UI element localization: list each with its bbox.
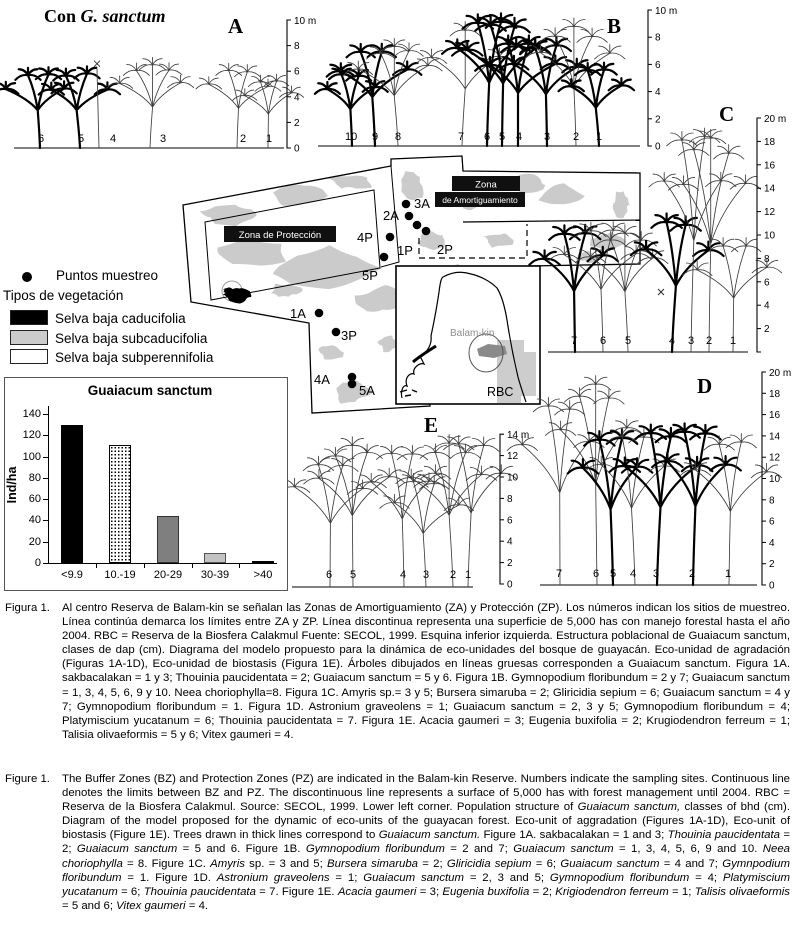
species-name: Platymiscium yucatanum xyxy=(62,871,790,898)
bar-20-29 xyxy=(157,516,179,563)
sampling-point-label-2A: 2A xyxy=(383,208,399,223)
sampling-point-4P xyxy=(386,233,395,242)
sampling-point-5P xyxy=(380,253,389,262)
scale-tick-label: 2 xyxy=(655,114,661,126)
tree-number: 5 xyxy=(78,133,85,145)
caption-english-text xyxy=(62,772,790,913)
tree-number: 6 xyxy=(38,133,45,145)
scale-tick-label: 0 xyxy=(769,580,775,592)
species-name: Bursera simaruba xyxy=(327,857,418,870)
panel-letter-e: E xyxy=(424,413,439,437)
scale-tick-label: 10 xyxy=(769,474,781,485)
sampling-point-label-5A: 5A xyxy=(359,383,375,398)
y-tick-label: 100 xyxy=(22,450,41,463)
tree-number: 6 xyxy=(593,568,600,580)
tree-number: 7 xyxy=(556,568,563,580)
x-tick xyxy=(239,564,240,568)
species-name: Gymnpodium floribundum xyxy=(62,857,790,884)
tree xyxy=(396,435,497,588)
caption-text-run: = 6; xyxy=(531,857,561,870)
vegetation-patch xyxy=(217,241,286,266)
sampling-point-label-2P: 2P xyxy=(437,242,453,257)
panel-a-title-species: G. sanctum xyxy=(80,6,166,26)
tree-number: 2 xyxy=(706,335,713,347)
panel-letter-b: B xyxy=(607,14,622,38)
y-tick-label: 60 xyxy=(28,493,41,506)
scale-tick-label: 16 xyxy=(769,410,781,422)
species-name: Talisis olivaeformis xyxy=(694,885,790,898)
tree-number: 8 xyxy=(395,131,402,143)
tree-number: 10 xyxy=(345,131,358,143)
tree-number: 4 xyxy=(110,133,117,145)
caption-text-run: = 1. Figure 1D. xyxy=(121,871,217,884)
vegetation-patch xyxy=(200,205,257,227)
scale-tick-label: 8 xyxy=(294,41,300,53)
scale-tick-label: 8 xyxy=(769,495,775,507)
sampling-point-label-1P: 1P xyxy=(397,243,413,258)
x-tick xyxy=(192,564,193,568)
bar-<9.9 xyxy=(61,425,83,563)
x-mark xyxy=(94,61,100,67)
tree-number: 1 xyxy=(725,568,732,580)
guaiacum-tree xyxy=(499,37,591,146)
bar->40 xyxy=(252,561,274,563)
tree-number: 2 xyxy=(689,568,696,580)
scale-tick-label: 18 xyxy=(764,136,776,148)
scale-tick-label: 6 xyxy=(507,515,513,527)
caption-text-run: = 5 and 6. Figure 1B. xyxy=(177,843,306,856)
x-axis xyxy=(48,563,277,564)
eco-unit-panel-c xyxy=(529,102,786,352)
eco-unit-panel-b xyxy=(315,6,677,153)
buffer-zone-label-2: de Amortiguamiento xyxy=(442,195,518,205)
sampling-point-3A xyxy=(402,200,411,209)
tree-number: 6 xyxy=(326,569,333,581)
scale-tick-label: 10 xyxy=(764,230,776,242)
scale-tick-label: 6 xyxy=(294,66,300,78)
scale-tick-label: 16 xyxy=(764,160,776,172)
y-tick-label: 0 xyxy=(34,557,41,569)
sampling-point-label-3A: 3A xyxy=(414,196,430,211)
tree-number: 4 xyxy=(400,569,407,581)
tree-number: 3 xyxy=(653,568,660,580)
vegetation-patch xyxy=(328,176,372,189)
category-label: 30-39 xyxy=(200,569,230,581)
height-scale xyxy=(648,10,652,146)
scale-tick-label: 12 xyxy=(764,207,776,219)
species-name: Guaiacum sanctum xyxy=(363,871,464,884)
category-label: <9.9 xyxy=(61,569,83,581)
species-name: Guaiacum sanctum xyxy=(560,857,660,870)
legend-item-label: Selva baja subcaducifolia xyxy=(55,330,208,346)
scale-tick-label: 8 xyxy=(655,32,661,44)
population-structure-chart xyxy=(4,377,288,591)
y-tick xyxy=(43,457,48,458)
caption-text-run: Figure 1A. sakbacalakan = 1 and 3; xyxy=(480,829,668,842)
caption-text-run: = 5 and 6; xyxy=(62,899,117,912)
sampling-point-5A xyxy=(348,380,357,389)
species-name: Amyris xyxy=(210,857,245,870)
tree-number: 2 xyxy=(573,131,580,143)
scale-tick-label: 2 xyxy=(764,324,770,336)
caption-text-run: The Buffer Zones (BZ) and Protection Zones (PZ) are indicated in the Balam-kin Reserve. Numbers indicate the sampling sites. Continuous line denotes the limits between BZ and PZ. The discontinuous line represents a surface of 5,000 has with forest management until 2004. RBC = Reserva de la Biosfera Calakmul. Source: SECOL, 1999. Lower left corner. Population structure of xyxy=(62,773,790,814)
inset-balamkin-label: Balam-kin xyxy=(450,328,495,339)
y-tick xyxy=(43,478,48,479)
tree-number: 5 xyxy=(610,568,617,580)
tree xyxy=(507,397,604,585)
species-name: Acacia gaumeri xyxy=(337,885,417,898)
scale-tick-label: 6 xyxy=(769,516,775,528)
species-name: Astronium graveolens xyxy=(216,871,330,884)
species-name: Guaiacum sanctum xyxy=(76,843,178,856)
tree-number: 5 xyxy=(499,131,506,143)
caption-text-run: = 8. Figure 1C. xyxy=(122,857,211,870)
legend-item-label: Selva baja caducifolia xyxy=(55,311,186,326)
y-tick-label: 40 xyxy=(28,514,41,527)
scale-tick-label: 6 xyxy=(764,277,770,289)
tree-number: 7 xyxy=(458,131,465,143)
species-name: Gymnopodium floribundum xyxy=(305,843,445,856)
vegetation-patch xyxy=(318,345,344,359)
tree xyxy=(107,57,194,148)
tree xyxy=(420,435,516,587)
legend-swatch xyxy=(10,310,48,325)
tree-number: 4 xyxy=(630,568,637,580)
tree-number: 2 xyxy=(450,569,457,581)
tree-number: 3 xyxy=(544,131,551,143)
sampling-point-label-5P: 5P xyxy=(362,268,378,283)
species-name: Thouinia paucidentata xyxy=(667,829,780,842)
tree xyxy=(356,445,444,587)
caption-text-run: = 3; xyxy=(416,885,443,898)
species-name: Eugenia buxifolia xyxy=(442,885,530,898)
tree-number: 7 xyxy=(571,335,578,347)
species-name: Gliricidia sepium xyxy=(446,857,532,870)
sampling-point-1A xyxy=(315,309,324,318)
category-label: 20-29 xyxy=(153,569,183,581)
sampling-point-2A xyxy=(405,212,414,221)
height-scale xyxy=(287,20,291,148)
species-name: Neea choriophylla xyxy=(62,843,790,870)
vegetation-patch xyxy=(483,233,513,247)
species-name: Guaiacum sanctum xyxy=(513,843,614,856)
vegetation-patch xyxy=(378,336,399,353)
scale-tick-label: 0 xyxy=(507,579,513,591)
scale-tick-label: 12 xyxy=(507,451,519,463)
caption-spanish-text: Al centro Reserva de Balam-kin se señalan las Zonas de Amortiguamiento (ZA) y Protección (ZP). Los números indican los sitios de muestreo. Línea continúa demarca los límites entre ZA y ZP. Línea discontinua representa una superficie de 5,000 has con manejo forestal hasta el año 2004. RBC = Reserva de la Biosfera Calakmul Fuente: SECOL, 1999. Esquina inferior izquierda. Estructura poblacional de Guaiacum sanctum, clases de dap (cm). Diagrama del modelo propuesto para la dinámica de eco-unidades del bosque de guayacán. Eco-unidad de agradación (Figuras 1A-1D), Eco-unidad de biostasis (Figura 1E). Árboles dibujados en líneas gruesas corresponden a Guaiacum sanctum. Figura 1A. sakbacalakan = 1 y 3; Thouinia paucidentata = 2; Guaiacum sanctum = 5 y 6. Figura 1B. Gymnopodium floribundum = 2 y 7; Guaiacum sanctum = 1, 3, 4, 5, 6, 9 y 10. Neea choriophylla=8. Figura 1C. Amyris sp.= 3 y 5; Bursera simaruba = 2; Gliricidia sepium = 6; Guaiacum sanctum = 4 y 7; Gymnopodium floribundum = 1. Figura 1D. Astronium graveolens = 1; Guaiacum sanctum = 2, 3 y 5; Gymnopodium floribundum = 4; Platymiscium yucatanum = 6; Thouinia paucidentata = 7. Figura 1E. Acacia gaumeri = 3; Eugenia buxifolia = 2; Krugiodendron ferreum = 1; Talisia olivaeformis = 5 y 6; Vitex gaumeri = 4. xyxy=(62,602,790,741)
chart-title: Guaiacum sanctum xyxy=(87,383,213,398)
caption-text-run: sp. = 3 and 5; xyxy=(244,857,328,870)
panel-letter-d: D xyxy=(697,374,713,398)
species-name: Krigiodendron ferreum xyxy=(555,885,669,898)
y-tick xyxy=(43,435,48,436)
scale-tick-label: 0 xyxy=(655,141,661,153)
guaiacum-tree xyxy=(652,423,741,585)
scale-tick-label: 4 xyxy=(769,537,775,549)
x-tick xyxy=(144,564,145,568)
panel-a-title-prefix: Con xyxy=(44,6,81,26)
vegetation-patch xyxy=(613,191,630,218)
panel-a-title xyxy=(44,6,166,27)
x-tick xyxy=(96,564,97,568)
tree-number: 3 xyxy=(160,133,167,145)
caption-text-run: = 2 and 7; xyxy=(444,843,514,856)
caption-text-run: = 1; xyxy=(668,885,695,898)
scale-tick-label: 12 xyxy=(769,452,781,464)
inset-rbc-label: RBC xyxy=(487,385,514,399)
chart-y-axis-label: Ind/ha xyxy=(5,466,19,504)
scale-tick-label: 6 xyxy=(655,59,661,71)
buffer-zone-label-1: Zona xyxy=(475,179,497,191)
scale-tick-label: 2 xyxy=(507,558,513,570)
tree-number: 5 xyxy=(625,335,632,347)
tree-number: 1 xyxy=(730,335,737,347)
vegetation-types-title: Tipos de vegetación xyxy=(3,288,124,303)
caption-text-run: = 2, 3 and 5; xyxy=(464,871,550,884)
caption-text-run: = 6; xyxy=(117,885,144,898)
scale-max-label: 20 m xyxy=(764,114,787,125)
sampling-point-3P xyxy=(332,328,341,337)
caption-text-run: = 1; xyxy=(329,871,364,884)
caption-text-run: classes of bhd (cm). Diagram of the model proposed for the dynamic of eco-units of the guayacan forest. Eco-unit of aggradation (Figures 1A-1D), Eco-unit of biostasis (Figure 1E). Trees drawn in thick lines correspond to xyxy=(62,801,790,842)
tree-number: 1 xyxy=(596,131,603,143)
y-tick xyxy=(43,563,48,564)
y-tick xyxy=(43,542,48,543)
caption-text-run: = 4; xyxy=(689,871,723,884)
scale-tick-label: 8 xyxy=(507,493,513,505)
tree-number: 9 xyxy=(372,131,379,143)
scale-tick-label: 8 xyxy=(764,253,770,265)
species-name: Guaiacum sanctum. xyxy=(378,829,481,842)
eco-unit-panel-a xyxy=(0,14,316,155)
caption-english xyxy=(5,772,790,913)
caption-text-run: = 1, 3, 4, 5, 6, 9 and 10. xyxy=(613,843,763,856)
y-tick-label: 120 xyxy=(22,429,41,442)
scale-max-label: 10 m xyxy=(294,16,317,27)
scale-max-label: 10 m xyxy=(655,6,678,17)
eco-unit-panel-d xyxy=(507,368,791,592)
tree-number: 6 xyxy=(600,335,607,347)
scale-tick-label: 2 xyxy=(294,117,300,129)
species-name: Vitex gaumeri xyxy=(116,899,186,912)
caption-spanish-label: Figura 1. xyxy=(5,602,50,614)
y-tick xyxy=(43,499,48,500)
scale-tick-label: 14 xyxy=(764,183,776,195)
scale-tick-label: 0 xyxy=(294,143,300,155)
scale-tick-label: 14 xyxy=(769,431,781,443)
snag-tree xyxy=(97,69,99,148)
scale-max-label: 14 m xyxy=(507,430,530,442)
sampling-point-label-3P: 3P xyxy=(341,328,357,343)
y-tick-label: 140 xyxy=(22,408,41,420)
sampling-point-icon xyxy=(22,272,32,282)
y-tick-label: 20 xyxy=(28,535,41,548)
species-name: Guaiacum sanctum, xyxy=(577,801,681,814)
caption-text-run: = 2; xyxy=(62,829,790,856)
caption-text-run: = 4. xyxy=(185,899,209,912)
y-axis xyxy=(48,406,49,564)
vegetation-patch xyxy=(273,185,328,206)
legend-swatch xyxy=(10,349,48,364)
caption-text-run: = 2; xyxy=(418,857,447,870)
legend-swatch xyxy=(10,330,48,345)
sampling-points-label: Puntos muestreo xyxy=(56,268,159,283)
caption-text-run: = 2; xyxy=(529,885,556,898)
vegetation-patch xyxy=(538,183,585,204)
tree xyxy=(279,456,377,587)
scale-tick-label: 2 xyxy=(769,559,775,571)
tree-number: 2 xyxy=(240,133,247,145)
x-mark xyxy=(658,289,664,295)
scale-tick-label: 4 xyxy=(655,87,661,99)
tree-number: 1 xyxy=(465,569,472,581)
scale-tick-label: 4 xyxy=(507,536,513,548)
y-tick xyxy=(43,520,48,521)
scale-tick-label: 18 xyxy=(769,388,781,400)
scale-tick-label: 10 xyxy=(507,472,519,484)
tree xyxy=(586,428,679,585)
tree-number: 6 xyxy=(484,131,491,143)
caption-text-run: = 7. Figure 1E. xyxy=(255,885,338,898)
eco-unit-panel-e xyxy=(279,413,529,591)
sampling-point-label-4P: 4P xyxy=(357,230,373,245)
scale-tick-label: 4 xyxy=(764,300,770,312)
caption-english-label: Figure 1. xyxy=(5,773,50,785)
tree-number: 3 xyxy=(423,569,430,581)
scale-max-label: 20 m xyxy=(769,368,792,379)
tree-number: 5 xyxy=(350,569,357,581)
species-name: Gymnopodium floribundum xyxy=(549,871,690,884)
y-tick xyxy=(43,414,48,415)
bar-10.-19 xyxy=(109,445,131,563)
scale-tick-label: 4 xyxy=(294,92,300,104)
caption-text-run: = 4 and 7; xyxy=(659,857,723,870)
tree-number: 4 xyxy=(516,131,523,143)
tree-number: 4 xyxy=(669,335,676,347)
sampling-point-label-1A: 1A xyxy=(290,306,306,321)
height-scale xyxy=(500,434,504,584)
category-label: 10.-19 xyxy=(104,569,136,581)
legend-item-label: Selva baja subperennifolia xyxy=(55,350,214,365)
panel-letter-c: C xyxy=(719,102,735,126)
sampling-point-label-4A: 4A xyxy=(314,372,330,387)
inset-location-map xyxy=(396,266,540,404)
sampling-point-p2 xyxy=(422,227,431,236)
caption-spanish xyxy=(5,601,790,742)
bar-30-39 xyxy=(204,553,226,563)
protection-zone-label: Zona de Protección xyxy=(238,230,322,241)
y-tick-label: 80 xyxy=(28,471,41,484)
panel-letter-a: A xyxy=(228,14,244,38)
tree-number: 1 xyxy=(266,133,273,145)
tree-number: 3 xyxy=(688,335,695,347)
sampling-point-p1 xyxy=(413,221,422,230)
category-label: >40 xyxy=(253,569,273,581)
species-name: Thouinia paucidentata xyxy=(143,885,256,898)
